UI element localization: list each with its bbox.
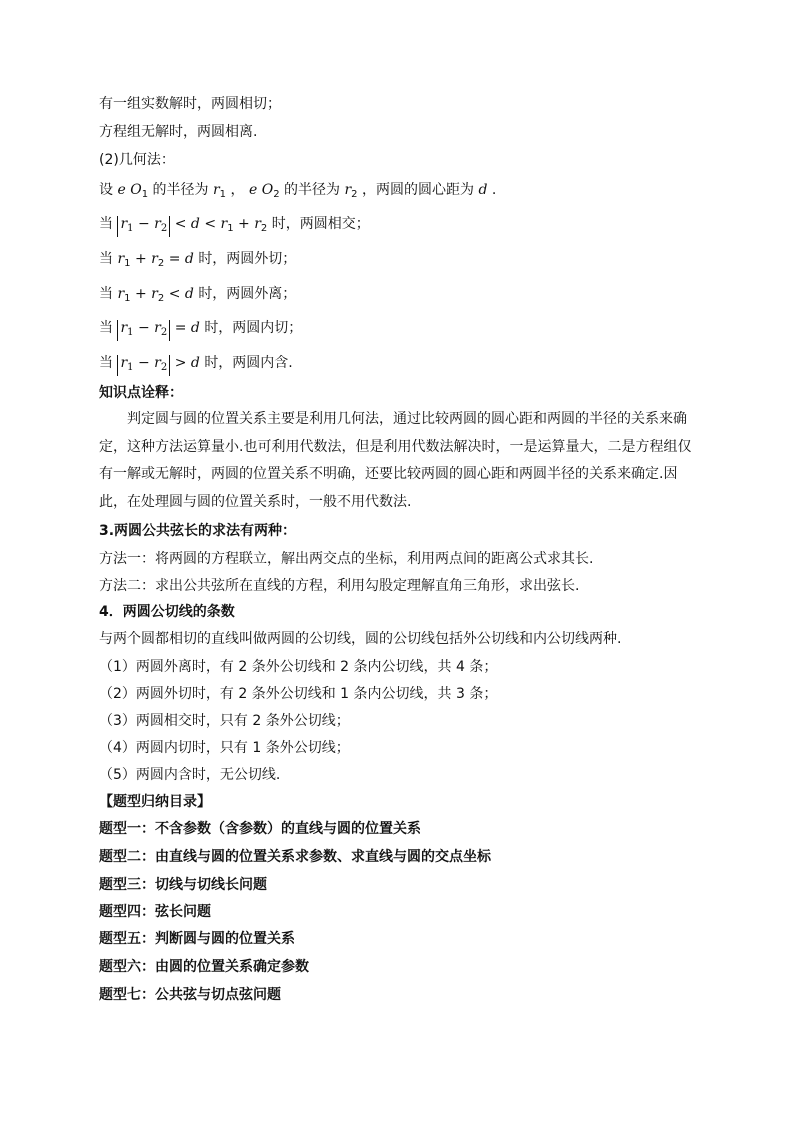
circle-symbol: e xyxy=(248,182,258,198)
symbol-d: d xyxy=(190,216,200,232)
text: 的半径为 xyxy=(284,182,341,198)
symbol-O: O xyxy=(261,182,274,198)
section-4-intro: 与两个圆都相切的直线叫做两圆的公切线，圆的公切线包括外公切线和内公切线两种. xyxy=(99,631,622,647)
symbol-r: r xyxy=(154,216,161,232)
operator: + xyxy=(134,251,152,267)
list-item: （3）两圆相交时，只有 2 条外公切线； xyxy=(99,713,350,729)
symbol-O: O xyxy=(130,182,142,198)
text: 时，两圆内含. xyxy=(204,355,293,371)
text: 时，两圆外离； xyxy=(198,286,297,302)
subscript: 1 xyxy=(127,223,134,234)
operator: − xyxy=(133,216,155,232)
text: 当 xyxy=(99,286,113,302)
list-item: （2）两圆外切时，有 2 条外公切线和 1 条内公切线，共 3 条； xyxy=(99,686,498,702)
text: 设 xyxy=(99,182,113,198)
list-item: （1）两圆外离时，有 2 条外公切线和 2 条内公切线，共 4 条； xyxy=(99,659,498,675)
subscript: 1 xyxy=(124,293,131,304)
toc-item: 题型三：切线与切线长问题 xyxy=(99,877,267,893)
operator: < xyxy=(174,216,191,232)
symbol-r: r xyxy=(154,320,161,336)
subscript: 2 xyxy=(260,223,268,234)
symbol-d: d xyxy=(478,182,488,198)
symbol-d: d xyxy=(190,355,200,371)
absolute-value xyxy=(117,216,170,237)
method-one: 方法一：将两圆的方程联立，解出两交点的坐标，利用两点间的距离公式求其长. xyxy=(99,551,594,567)
toc-item: 题型五：判断圆与圆的位置关系 xyxy=(99,931,295,947)
symbol-r: r xyxy=(344,182,352,198)
text: 的半径为 xyxy=(152,182,209,198)
symbol-r: r xyxy=(151,286,158,302)
subscript: 2 xyxy=(157,293,165,304)
symbol-r: r xyxy=(154,355,161,371)
subscript: 1 xyxy=(124,258,131,269)
absolute-value xyxy=(117,355,170,376)
subscript: 1 xyxy=(227,223,234,234)
symbol-d: d xyxy=(190,320,200,336)
text: 当 xyxy=(99,320,113,336)
subscript: 1 xyxy=(219,189,227,200)
operator: < xyxy=(168,286,185,302)
subscript: 2 xyxy=(273,189,280,200)
text: 当 xyxy=(99,251,113,267)
toc-item: 题型六：由圆的位置关系确定参数 xyxy=(99,959,309,975)
toc-item: 题型四：弦长问题 xyxy=(99,904,211,920)
text: 时，两圆外切； xyxy=(198,251,297,267)
text: ， xyxy=(230,182,245,198)
formula-line-definitions xyxy=(99,180,496,205)
symbol-r: r xyxy=(120,320,128,336)
symbol-r: r xyxy=(220,216,228,232)
circle-symbol: e xyxy=(117,182,126,198)
operator: + xyxy=(238,216,255,232)
symbol-r: r xyxy=(117,251,125,267)
text: ，两圆的圆心距为 xyxy=(362,182,474,198)
subscript: 2 xyxy=(351,189,358,200)
operator: = xyxy=(168,251,185,267)
list-item: （5）两圆内含时，无公切线. xyxy=(99,767,281,783)
text: 时，两圆内切； xyxy=(204,320,303,336)
text-line: 有一组实数解时，两圆相切； xyxy=(99,96,281,112)
symbol-r: r xyxy=(254,216,261,232)
subscript: 2 xyxy=(160,327,168,338)
symbol-d: d xyxy=(184,251,194,267)
symbol-r: r xyxy=(151,251,158,267)
symbol-r: r xyxy=(117,286,125,302)
section-4-heading: 4．两圆公切线的条数 xyxy=(99,604,235,620)
operator: < xyxy=(204,216,221,232)
toc-heading: 【题型归纳目录】 xyxy=(99,794,211,810)
subscript: 1 xyxy=(127,362,134,373)
operator: − xyxy=(133,320,155,336)
symbol-d: d xyxy=(184,286,194,302)
operator: + xyxy=(134,286,152,302)
subscript: 1 xyxy=(127,327,134,338)
text: 时，两圆相交； xyxy=(271,216,370,232)
text: 当 xyxy=(99,355,113,371)
toc-item: 题型七：公共弦与切点弦问题 xyxy=(99,987,281,1003)
formula-line-separate xyxy=(99,284,296,309)
subscript: 1 xyxy=(141,189,149,200)
text-line: 方程组无解时，两圆相离. xyxy=(99,124,258,140)
subscript: 2 xyxy=(160,223,168,234)
subscript: 2 xyxy=(157,258,165,269)
text: 当 xyxy=(99,216,113,232)
text: . xyxy=(491,182,497,198)
formula-line-contained xyxy=(99,353,293,376)
formula-line-intersect xyxy=(99,214,370,239)
subheading-geometric-method: (2)几何法： xyxy=(99,152,175,168)
absolute-value xyxy=(117,320,170,341)
formula-line-externally-tangent xyxy=(99,249,296,274)
operator: − xyxy=(133,355,155,371)
subscript: 2 xyxy=(160,362,168,373)
symbol-r: r xyxy=(120,355,128,371)
formula-line-internally-tangent xyxy=(99,318,302,341)
symbol-r: r xyxy=(120,216,128,232)
operator: > xyxy=(174,355,191,371)
note-heading: 知识点诠释： xyxy=(99,385,183,401)
note-paragraph: 判定圆与圆的位置关系主要是利用几何法，通过比较两圆的圆心距和两圆的半径的关系来确定，这种方法运算量小.也可利用代数法，但是利用代数法解决时，一是运算量大，二是方程组仅有一解或无解时，两圆的位置关系不明确，还要比较两圆的圆心距和两圆半径的关系来确定.因此，在处理圆与圆的位置关系时，一般不用代数法. xyxy=(99,411,692,510)
list-item: （4）两圆内切时，只有 1 条外公切线； xyxy=(99,740,350,756)
toc-item: 题型二：由直线与圆的位置关系求参数、求直线与圆的交点坐标 xyxy=(99,849,491,865)
operator: = xyxy=(174,320,191,336)
method-two: 方法二：求出公共弦所在直线的方程，利用勾股定理解直角三角形，求出弦长. xyxy=(99,578,580,594)
symbol-r: r xyxy=(212,182,220,198)
toc-item: 题型一：不含参数（含参数）的直线与圆的位置关系 xyxy=(99,821,421,837)
section-3-heading: 3.两圆公共弦长的求法有两种： xyxy=(99,523,297,539)
